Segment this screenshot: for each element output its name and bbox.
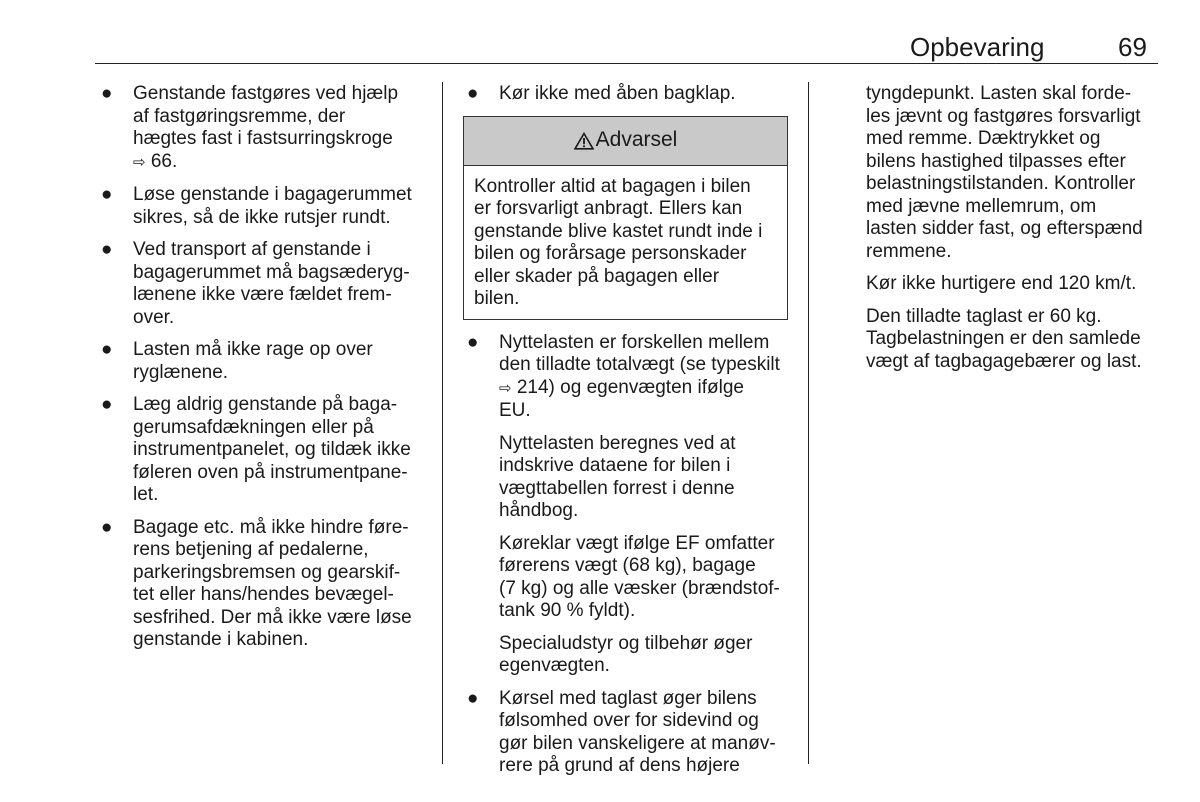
- paragraph: Kør ikke hurtigere end 120 km/t.: [866, 273, 1137, 294]
- reference-arrow-icon: ⇨: [133, 153, 146, 171]
- page-reference: 214) og egenvægten ifølge EU.: [499, 376, 744, 421]
- reference-arrow-icon: ⇨: [499, 379, 512, 397]
- list-item: [97, 83, 429, 174]
- list-item: [463, 332, 793, 423]
- column-divider-1: [442, 82, 443, 764]
- column-2: [463, 83, 793, 788]
- list-item: [97, 517, 429, 652]
- list-item-text: Kør ikke med åben bagklap.: [499, 83, 736, 104]
- bullet-icon: ●: [101, 394, 113, 415]
- list-item: [97, 184, 429, 229]
- column-3: [866, 83, 1166, 383]
- list-item: [97, 394, 429, 507]
- bullet-icon: ●: [467, 83, 479, 104]
- warning-triangle-icon: [574, 132, 594, 150]
- list-item-text: Lasten må ikke rage op over ryglænene.: [133, 339, 373, 383]
- list-item-text: Læg aldrig genstande på baga- gerumsafdækningen eller på instrumentpanelet, og tildæk ikke føleren oven på instrumentpane- let.: [133, 394, 411, 505]
- paragraph: Den tilladte taglast er 60 kg. Tagbelastningen er den samlede vægt af tagbagagebærer og last.: [866, 305, 1142, 372]
- sub-paragraph: Køreklar vægt ifølge EF omfatter førerens vægt (68 kg), bagage (7 kg) og alle væsker (brændstof- tank 90 % fyldt).: [499, 532, 780, 621]
- bullet-icon: ●: [467, 687, 479, 709]
- list-item: [463, 83, 793, 106]
- bullet-icon: ●: [101, 516, 113, 538]
- list-item-text: Løse genstande i bagagerummet sikres, så de ikke rutsjer rundt.: [133, 184, 412, 228]
- sub-paragraph: Specialudstyr og tilbehør øger egenvægten.: [499, 632, 753, 676]
- sub-paragraph: Nyttelasten beregnes ved at indskrive dataene for bilen i vægttabellen forrest i denne håndbog.: [499, 432, 736, 521]
- bullet-icon: ●: [101, 83, 113, 104]
- warning-box: [463, 116, 788, 320]
- bullet-icon: ●: [467, 331, 479, 353]
- paragraph: tyngdepunkt. Lasten skal forde- les jævnt og fastgøres forsvarligt med remme. Dæktrykket og bilens hastighed tilpasses efter belastningstilstanden. Kontroller med jævne mellemrum, om lasten sidder fast, og efterspænd remmene.: [866, 83, 1143, 262]
- bullet-icon: ●: [101, 184, 113, 205]
- bullet-icon: ●: [101, 339, 113, 360]
- list-item-text: Nyttelasten er forskellen mellem den tilladte totalvægt (se typeskilt: [499, 331, 780, 375]
- list-item: [463, 688, 793, 778]
- page-reference: 66.: [150, 150, 178, 172]
- column-1: [97, 83, 429, 662]
- page-number: 69: [1118, 32, 1147, 62]
- warning-text: Kontroller altid at bagagen i bilen er forsvarligt anbragt. Ellers kan genstande blive kastet rundt inde i bilen og forårsage personskader eller skader på bagagen eller bilen.: [474, 175, 763, 309]
- list-item-text: Kørsel med taglast øger bilens følsomhed over for sidevind og gør bilen vanskeligere at manøv- rere på grund af dens højere: [499, 687, 776, 776]
- list-item: [97, 339, 429, 384]
- column-divider-2: [808, 82, 809, 764]
- list-item-text: Bagage etc. må ikke hindre føre- rens betjening af pedalerne, parkeringsbremsen og gearskif- tet eller hans/hendes bevægel- sesfrihed. Der må ikke være løse genstande i kabinen.: [133, 516, 412, 650]
- warning-title: Advarsel: [595, 128, 678, 152]
- warning-header: [464, 117, 787, 166]
- bullet-icon: ●: [101, 239, 113, 260]
- header-divider: [95, 63, 1158, 64]
- list-item-text: Ved transport af genstande i bagagerummet må bagsæderyg- lænene ikke være fældet frem- over.: [133, 239, 410, 328]
- list-item: [97, 239, 429, 329]
- list-item-text: Genstande fastgøres ved hjælp af fastgøringsremme, der hægtes fast i fastsurringskroge: [133, 83, 399, 149]
- section-title: Opbevaring: [910, 32, 1045, 62]
